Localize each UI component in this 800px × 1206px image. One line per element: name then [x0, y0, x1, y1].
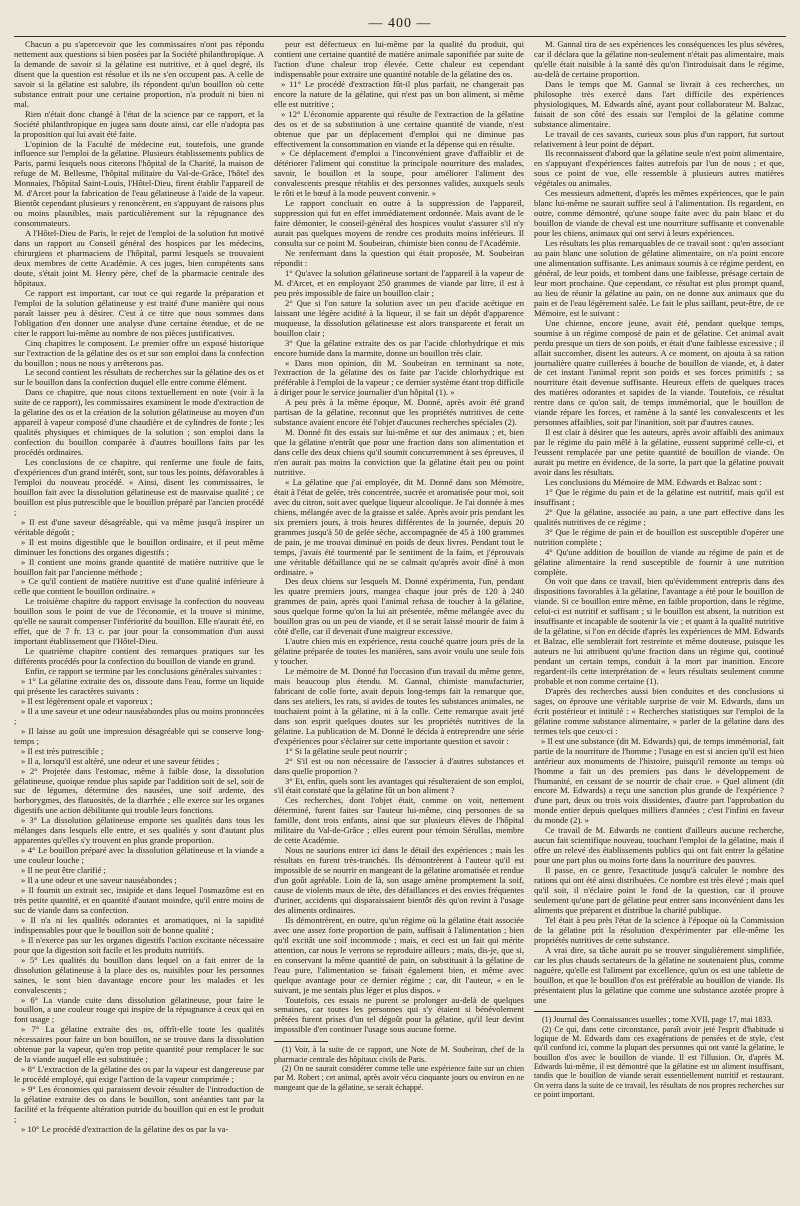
quoted-paragraph: » 5° Les qualités du bouillon dans lequel on a fait entrer de la dissolution gélatineuse à la place des os, nuisibles pour les personnes saines, le sont bien davantage encore pour les malades et les convalescents ; [14, 954, 264, 995]
paragraph: L'autre chien mis en expérience, resta couché quatre jours près de la gélatine préparée de toutes les manières, sans avoir voulu une seule fois y toucher. [274, 636, 524, 667]
paragraph: A l'Hôtel-Dieu de Paris, le rejet de l'emploi de la solution fut motivé dans un rapport au Conseil général des hospices par les médecins, chirurgiens et pharmaciens de l'hôpital, parmi lesquels se trouvaient deux membres de cette Académie. A ces juges, bien compétents sans doute, s'était joint M. Henry père, chef de la pharmacie centrale des hôpitaux. [14, 228, 264, 288]
quoted-paragraph: » 11° Le procédé d'extraction fût-il plus parfait, ne changerait pas encore la nature de la gélatine, qui n'est pas un bon aliment, si même elle est nutritive ; [274, 78, 524, 109]
footnote-separator [274, 1041, 328, 1042]
footnote-separator [534, 1011, 588, 1012]
quoted-paragraph: » 6° La viande cuite dans dissolution gélatineuse, pour faire le bouillon, a une couleur rouge qui inspire de la répugnance à ceux qui en font usage ; [14, 994, 264, 1025]
text-columns [14, 40, 786, 1190]
paragraph: 3° Et, enfin, quels sont les avantages qui résulteraient de son emploi, s'il était constaté que la gélatine fût un bon aliment ? [274, 775, 524, 796]
quoted-paragraph: » Ce qu'il contient de matière nutritive est d'une qualité inférieure à celle que contient le bouillon ordinaire. » [14, 576, 264, 597]
paragraph: Ce rapport est important, car tout ce qui regarde la préparation et l'emploi de la solution gélatineuse y est traité d'une manière qui nous paraît laisser peu à désirer. C'est à ce titre que nous sommes dans l'obligation d'en donner une analyse d'une certaine étendue, et de ne citer le rapport lui-même au nombre de nos pièces justificatives. [14, 287, 264, 338]
quoted-paragraph: » 8° L'extraction de la gélatine des os par la vapeur est dangereuse par le procédé employé, qui exige l'action de la vapeur comprimée ; [14, 1064, 264, 1085]
header-rule [14, 36, 786, 37]
paragraph: 3° Que la gélatine extraite des os par l'acide chlorhydrique et mis encore humide dans la marmite, donne un bouillon très clair. [274, 337, 524, 358]
page-number: — 400 — [368, 16, 432, 31]
paragraph: Ne renfermant dans la question qui était proposée, M. Soubeiran répondit : [274, 248, 524, 268]
column-middle [274, 40, 524, 1190]
paragraph: Il passe, en ce genre, l'exactitude jusqu'à calculer le nombre des rations qui ont été ainsi distribuées. Ce nombre est très élevé ; mais quel qu'il soit, il n'éclaire point le fond de la question, car il prouve seulement qu'une part de gélatine peut entrer sans inconvénient dans les aliments que préparent et distribue la charité publique. [534, 865, 784, 915]
quoted-paragraph: » Il laisse au goût une impression désagréable qui se conserve long-temps ; [14, 725, 264, 746]
quoted-paragraph: » Il n'a ni les qualités odorantes et aromatiques, ni la sapidité indispensables pour que le bouillon soit de bonne qualité ; [14, 914, 264, 935]
paragraph: M. Gannal tira de ses expériences les conséquences les plus sévères, car il déclara que la gélatine non-seulement n'était pas alimentaire, mais qu'elle était nuisible à la santé dès qu'on l'introduisait dans le régime, au-delà de certaine proportion. [534, 40, 784, 79]
paragraph: Ces messieurs admettent, d'après les mêmes expériences, que le pain blanc lui-même ne saurait suffire seul à l'alimentation. Ils regardent, en outre, comme démontré, qu'une soupe faite avec du pain blanc et du bouillon de viande de cheval est une nourriture suffisante et convenable pour les chiens, animaux qui ont servi à leurs expériences. [534, 188, 784, 239]
paragraph: Tel était à peu près l'état de la science à l'époque où la Commission de la gélatine prit la résolution d'expérimenter par elle-même les propriétés nutritives de cette substance. [534, 914, 784, 945]
paragraph: Le second contient les résultats de recherches sur la gélatine des os et sur le bouillon dans la confection duquel elle entre comme élément. [14, 367, 264, 388]
quoted-paragraph: » Il ne peut être clarifié ; [21, 865, 106, 876]
paragraph: 2° Que si l'on sature la solution avec un peu d'acide acétique en laissant une légère acidité à la liqueur, il se fait un dépôt d'apparence muqueuse, la dissolution gélatineuse est alors transparente et ferait un bouillon clair ; [274, 297, 524, 338]
paragraph: L'opinion de la Faculté de médecine eut, toutefois, une grande influence sur l'emploi de la gélatine. Plusieurs établissements publics de Paris, parmi lesquels nous citerons l'hôpital de la Charité, la maison de refuge de M. Bellesme, l'hôpital militaire du Val-de-Grâce, l'hôtel des Monnaies, l'hôpital Saint-Louis, l'Hôtel-Dieu, firent établir l'appareil de M. d'Arcet pour la fabrication de l'eau gélatineuse à l'aide de la vapeur. Bientôt cependant plusieurs y renoncèrent, en s'appuyant de raisons plus ou moins plausibles, mais particulièrement sur la répugnance des consommateurs. [14, 138, 264, 229]
footnote: (1) Voir, à la suite de ce rapport, une Note de M. Soubeiran, chef de la pharmacie centrale des hôpitaux civils de Paris. [274, 1045, 524, 1064]
paragraph: Ces recherches, dont l'objet était, comme on voit, nettement déterminé, furent faites sur l'auteur lui-même, cinq personnes de sa famille, dont trois enfants, ainsi que sur plusieurs élèves de l'hôpital militaire du Val-de-Grâce ; elles eurent pour témoin Sérullas, membre de cette Académie. [274, 795, 524, 846]
paragraph: 2° Que la gélatine, associée au pain, a une part effective dans les qualités nutritives de ce régime ; [534, 506, 784, 527]
paragraph: D'après des recherches aussi bien conduites et des conclusions si sages, on éprouve une véritable surprise de voir M. Edwards, dans un écrit postérieur et intitulé : « Recherches statistiques sur l'emploi de la gélatine comme substance alimentaire, » parler de la gélatine dans des termes tels que ceux-ci : [534, 685, 784, 736]
paragraph: Des deux chiens sur lesquels M. Donné expérimenta, l'un, pendant les quatre premiers jours, mangea chaque jour près de 120 à 240 grammes de pain, après quoi l'animal refusa de toucher à la gélatine, sous quelque forme qu'on la lui ait présentée, même mélangée avec du bouillon gras ou un peu de viande, et il se serait laissé mourir de faim à côté d'elle, car il devenait d'une maigreur excessive. [274, 576, 524, 637]
paragraph: Dans ce chapitre, que nous citons textuellement en note (voir à la suite de ce rapport), les commissaires examinent le mode d'extraction de la gélatine des os et la création de la solution gélatineuse au moyen d'un appareil à vapeur composé d'une chaudière et de cylindres de fonte ; les qualités physiques et chimiques de la solution ; son emploi dans la confection du bouillon comparée à d'autres bouillons faits par les procédés ordinaires. [14, 387, 264, 458]
column-left [14, 40, 264, 1190]
paragraph: 2° S'il est ou non nécessaire de l'associer à d'autres substances et dans quelle proportion ? [274, 755, 524, 776]
paragraph: Nous ne saurions entrer ici dans le détail des expériences ; mais les résultats en furent très-tranchés. Ils démontrèrent à l'auteur qu'il est impossible de se nourrir en mangeant de la gélatine aromatisée et rendue d'un goût agréable. Loin de là, son usage amène promptement la soif, cause de violents maux de tête, des défaillances et des envies fréquentes d'uriner, accidents qui disparaissaient bientôt dès qu'on revint à l'usage des aliments ordinaires. [274, 845, 524, 915]
quoted-paragraph: » 9° Les économies qui paraissent devoir résulter de l'introduction de la gélatine extraite des os dans le bouillon, sont anéanties tant par la facilité et la fréquente altération putride du bouillon qui en est le produit ; [14, 1084, 264, 1124]
paragraph: Il est clair à désirer que les auteurs, après avoir affaibli des animaux par le régime du pain mêlé à la gélatine, eussent supprimé celle-ci, et l'eussent remplacée par une petite quantité de bouillon de viande. On aurait pu mettre en évidence, de la sorte, la part que la gélatine pouvait avoir dans les résultats. [534, 427, 784, 477]
quoted-paragraph: » Ce déplacement d'emploi a l'inconvénient grave d'affaiblir et de détériorer l'aliment qui constitue la principale nourriture des malades, savoir, le bouillon et la soupe, pour améliorer l'aliment des convalescents presque rétablis et des personnes valides, auxquels seuls le rôti et le bœuf à la mode peuvent convenir. » [274, 148, 524, 199]
quoted-paragraph: » Il est d'une saveur désagréable, qui va même jusqu'à inspirer un véritable dégoût ; [14, 516, 264, 537]
paragraph: M. Donné fit des essais sur lui-même et sur des animaux ; et, bien que la gélatine n'entrât que pour une fraction dans son alimentation et dans celle des deux chiens qu'il soumit concurremment à ses épreuves, il n'en aurait pas moins la conviction que la gélatine était peu ou point nutritive. [274, 427, 524, 477]
footnote: (1) Journal des Connaissances usuelles ; tome XVII, page 17, mai 1833. [542, 1015, 773, 1025]
quoted-paragraph: » Il est moins digestible que le bouillon ordinaire, et il peut même diminuer les fonctions des organes digestifs ; [14, 536, 264, 557]
quoted-paragraph: » 12° L'économie apparente qui résulte de l'extraction de la gélatine des os et de sa substitution à une certaine quantité de viande, n'est obtenue que par un déplacement d'emploi qui ne diminue pas effectivement la consommation en viande et la dépense qui en résulte. [274, 108, 524, 149]
paragraph: Rien n'était donc changé à l'état de la science par ce rapport, et la Société philanthropique en jugea sans doute ainsi, car elle n'adopta pas la proposition qui lui avait été faite. [14, 108, 264, 139]
paragraph: Les conclusions de ce chapitre, qui renferme une foule de faits, d'expériences d'un grand intérêt, sont, sur tous les points, défavorables à l'emploi du nouveau procédé. « Ainsi, disent les commissaires, le bouillon fait avec la dissolution gélatineuse est de mauvaise qualité ; ce bouillon est plus putrescible que le bouillon préparé par l'ancien procédé ; [14, 457, 264, 517]
paragraph: Le quatrième chapitre contient des remarques pratiques sur les différents procédés pour la confection du bouillon de viande en grand. [14, 646, 264, 667]
paragraph: On voit que dans ce travail, bien qu'évidemment entrepris dans des dispositions favorables à la gélatine, l'avantage a été pour le bouillon de viande. Si ce bouillon entre même, en faible proportion, dans le régime, celui-ci est nutritif et suffisant ; si le bouillon est absent, la nutrition est insuffisante et incapable de soutenir la vie ; et quant à la qualité nutritive de la gélatine, si l'on en décide d'après les expériences de MM. Edwards et Balzac, elle semblerait fort restreinte et même douteuse, puisque les auteurs ne lui attribuent qu'une fraction dans un régime qui, continué pendant un certain temps, conduit à la mort par inanition. Encore regardent-ils cette interprétation de « leurs résultats seulement comme probable et non comme certaine (1). [534, 576, 784, 686]
paragraph: Le troisième chapitre du rapport envisage la confection du nouveau bouillon sous le point de vue de l'économie, et la trouve si minime, qu'elle ne saurait compenser l'infériorité du bouillon. Elle n'aurait été, en effet, que de 7 fr. 13 c. par jour pour la consommation d'un aussi important établissement que l'Hôtel-Dieu. [14, 596, 264, 647]
paragraph: 1° Que le régime du pain et de la gélatine est nutritif, mais qu'il est insuffisant ; [534, 486, 784, 507]
quoted-paragraph: » Il n'exerce pas sur les organes digestifs l'action excitante nécessaire pour que la digestion soit facile et les produits nutritifs. [14, 934, 264, 955]
paragraph: peur est défectueux en lui-même par la qualité du produit, qui contient une certaine quantité de matière animale saponifiée par suite de l'action d'une chaleur trop élevée. Cette chaleur est cependant indispensable pour extraire une quantité notable de la gélatine des os. [274, 40, 524, 79]
page-header [14, 8, 786, 40]
quoted-paragraph: » Il contient une moins grande quantité de matière nutritive que le bouillon fait par l'ancienne méthode ; [14, 556, 264, 577]
quoted-paragraph: » Il a une odeur et une saveur nauséabondes ; [21, 875, 177, 886]
quoted-paragraph: » 2° Projetée dans l'estomac, même à faible dose, la dissolution gélatineuse, quoique rendue plus sapide par l'addition soit de sel, soit de suc de légumes, détermine des nausées, une soif ardente, des borborygmes, des flatuosités, de la diarrhée ; elle exerce sur les organes digestifs une action débilitante qui trouble leurs fonctions. [14, 765, 264, 816]
paragraph: A peu près à la même époque, M. Donné, après avoir été grand partisan de la gélatine, reconnut que les propriétés nutritives de cette substance avaient encore été l'objet d'aucunes recherches spéciales (2). [274, 397, 524, 428]
quoted-paragraph: » 1° La gélatine extraite des os, dissoute dans l'eau, forme un liquide qui présente les caractères suivants : [14, 676, 264, 696]
paragraph: « La gélatine que j'ai employée, dit M. Donné dans son Mémoire, était à l'état de gelée, très concentrée, sucrée et aromatisée pour moi, soit avec du citron, soit avec quelque liqueur alcoolique. Je l'ai donnée à mes chiens, mélangée avec de la graisse et salée. Après avoir pris pendant les six premiers jours, à trois heures différentes de la journée, depuis 20 grammes jusqu'à 50 de gelée sèche, accompagnée de 45 à 100 grammes de pain, je me trouvai diminué en poids de deux livres. Pendant tout le temps, j'avais été tourmenté par le sentiment de la faim, et j'éprouvais une véritable défaillance qui ne se calmait qu'après avoir dîné à mon ordinaire. » [274, 476, 524, 577]
paragraph: Ils reconnaissent d'abord que la gélatine seule n'est point alimentaire, en s'appuyant d'expériences faites autrefois par l'un de nous ; et que, sous ce point de vue, elle ressemble à plusieurs autres matières végétales ou animales. [534, 148, 784, 189]
paragraph: Les résultats les plus remarquables de ce travail sont : qu'en associant au pain blanc une solution de gélatine alimentaire, on n'a point encore une alimentation suffisante. Les animaux soumis à ce régime perdent, en général, de leur poids, et tombent dans une faiblesse, présage certain de leur mort prochaine. Que cependant, ce résultat est plus prompt quand, au lieu de réunir la gélatine au pain, on ne donne aux animaux que du pain et de l'eau légèrement salée. Le fait le plus saillant, peut-être, de ce Mémoire, est le suivant : [534, 238, 784, 318]
paragraph: Le travail de ces savants, curieux sous plus d'un rapport, fut surtout relativement à leur point de départ. [534, 128, 784, 149]
footnote: (2) Ce qui, dans cette circonstance, paraît avoir jeté l'esprit d'habitude si logique de M. Edwards dans ces exagérations de pensées et de style, c'est qu'il confond ici, comme la plupart des personnes qui ont vanté la gélatine, le bouillon d'os avec le bouillon de viande. Il est l'illusion. Or, d'après M. Edwards lui-même, il est démontré que la gélatine est un aliment insuffisant, tandis que le bouillon de viande serait essentiellement nutritif et restaurant. On verra dans la suite de ce travail, les résultats de nos propres recherches sur ce point important. [534, 1024, 784, 1099]
paragraph: 1° Si la gélatine seule peut nourrir ; [285, 745, 408, 756]
paragraph: Toutefois, ces essais ne purent se prolonger au-delà de quelques semaines, car toutes les personnes qui s'y étaient si bénévolement prêtées furent prises d'un tel dégoût pour la gélatine, qu'il leur devint impossible d'en continuer l'usage sous aucune forme. [274, 994, 524, 1035]
footnote: (2) On ne saurait considérer comme telle une expérience faite sur un chien par M. Robert ; cet animal, après avoir vécu cinquante jours ou environ en ne mangeant que de la gélatine, se serait échappé. [274, 1063, 524, 1092]
quoted-paragraph: » 7° La gélatine extraite des os, offrît-elle toute les qualités nécessaires pour faire un bon bouillon, ne se trouve dans la dissolution obtenue par la vapeur, qu'en trop petite quantité pour remplacer le suc de la viande auquel elle est substituée ; [14, 1024, 264, 1065]
paragraph: Ils démontrèrent, en outre, qu'un régime où la gélatine était associée avec une assez forte proportion de pain, suffisait à l'alimentation ; bien qu'il excitât une soif incommode ; mais, et ceci est un fait qui mérite attention, car nous le verrons se reproduire ailleurs ; mais, dis-je, que si, en conservant la même quantité de pain, on substituait à la gélatine de l'eau pure, l'alimentation se faisait également bien, et même avec quelque avantage pour ce dernier régime ; car, dit l'auteur, « en le suivant, je me sentais plus léger et plus dispos. » [274, 914, 524, 995]
paragraph: Le rapport concluait en outre à la suppression de l'appareil, suppression qui fut en effet immédiatement ordonnée. Mais avant de le faire démonter, le conseil-général des hospices voulut s'assurer s'il n'y aurait pas quelques moyens de rendre ces produits moins inférieurs. Il consulta sur ce point M. Soubeiran, chimiste bien connu de l'Académie. [274, 198, 524, 249]
paragraph: Une chienne, encore jeune, avait été, pendant quelque temps, soumise à un régime composé de pain et de gélatine. Cet animal avait perdu presque un tiers de son poids, et était d'une faiblesse excessive ; il allait succomber, disent les auteurs. A ce moment, on ajouta à sa ration journalière quatre cuillerées à bouche de bouillon de viande, et, à dater de cet instant l'animal reprit son poids et ses forces primitifs ; sa nourriture était devenue suffisante. Heureux effets de quelques traces des matières odorantes et sapides de la viande. Toutefois, ce résultat rentre dans ce qu'on sait, de temps immémorial, que le bouillon de viande répare les forces, et ramène à la santé les convalescents et les personnes affaiblies, soit par l'inanition, soit par d'autres causes. [534, 317, 784, 428]
paragraph: Enfin, ce rapport se termine par les conclusions générales suivantes : [25, 666, 262, 677]
quoted-paragraph: » Il a une saveur et une odeur nauséabondes plus ou moins prononcées ; [14, 705, 264, 726]
quoted-paragraph: » Il est très putrescible ; [21, 745, 104, 756]
paragraph: Dans le temps que M. Gannal se livrait à ces recherches, un philosophe très exercé dans l'art difficile des expériences physiologiques, M. Edwards aîné, ayant pour collaborateur M. Balzac, faisait de son côté des essais sur l'emploi de la gélatine comme substance alimentaire. [534, 78, 784, 129]
paragraph: Les conclusions du Mémoire de MM. Edwards et Balzac sont : [545, 476, 762, 487]
paragraph: A vrai dire, sa tâche aurait pu se trouver singulièrement simplifiée, car les plus chauds sectateurs de la gélatine ne soutenaient plus, comme naguère, qu'elle est l'aliment par excellence, qu'un os est une tablette de bouillon, et que le bouillon d'os est préférable au bouillon de viande. Ils présentaient plus la gélatine que comme une substance azotée propre à une [534, 944, 784, 1005]
quoted-paragraph: » Il est légèrement opale et vaporeux ; [21, 695, 153, 706]
paragraph: Chacun a pu s'apercevoir que les commissaires n'ont pas répondu nettement aux questions si bien posées par la Société philanthropique. A la demande de savoir si la gélatine est nutritive, et à quel degré, ils disent que la question est résolue et ils ne s'en occupent pas. A celle de savoir si la gélatine est salubre, ils répondent qu'un bouillon où cette substance entrait pour une certaine proportion, n'a produit ni bien ni mal. [14, 40, 264, 109]
paragraph: « Dans mon opinion, dit M. Soubeiran en terminant sa note, l'extraction de la gélatine des os faite par l'acide chlorhydrique est préférable à l'emploi de la vapeur ; ce dernier système étant trop difficile à diriger pour le service journalier d'un hôpital (1). » [274, 357, 524, 398]
quoted-paragraph: » 3° La dissolution gélatineuse emporte ses qualités dans tous les mélanges dans lesquels elle entre, et ses qualités y sont d'autant plus apparentes qu'elles s'y trouvent en plus grande proportion. [14, 815, 264, 846]
paragraph: Cinq chapitres le composent. Le premier offre un exposé historique sur l'extraction de la gélatine des os et sur son emploi dans la confection du bouillon ; nous ne nous y arrêterons pas. [14, 337, 264, 368]
column-right [534, 40, 784, 1190]
paragraph: 3° Que le régime de pain et de bouillon est susceptible d'opérer une nutrition complète ; [534, 526, 784, 547]
quoted-paragraph: » Il fournit un extrait sec, insipide et dans lequel l'osmazôme est en très petite quantité, et en quantité d'autant moindre, qu'il entre moins de suc de viande dans sa confection. [14, 885, 264, 915]
paragraph: 4° Qu'une addition de bouillon de viande au régime de pain et de gélatine alimentaire la rend susceptible de fournir à une nutrition complète. [534, 546, 784, 577]
quoted-paragraph: » 4° Le bouillon préparé avec la dissolution gélatineuse et la viande a une couleur louche ; [14, 845, 264, 866]
quoted-paragraph: » Il a, lorsqu'il est altéré, une odeur et une saveur fétides ; [21, 755, 220, 766]
quoted-paragraph: » Il est une substance (dit M. Edwards) qui, de temps immémorial, fait partie de la nourriture de l'homme ; l'usage en est si ancien qu'il est bien antérieur aux monuments de l'histoire, puisqu'il remonte au temps où l'homme a fait un des premiers pas dans le développement de l'humanité, en cessant de se nourrir de chair crue. » Quel aliment (dit encore M. Edwards) a reçu une sanction plus grande de l'expérience ? d'une part, deux ou trois voix dissidentes, d'autre part l'approbation du monde entier depuis quelques milliers d'années ; c'est l'infini en faveur du monde (2). » [534, 735, 784, 826]
paragraph: 1° Qu'avec la solution gélatineuse sortant de l'appareil à la vapeur de M. d'Arcet, et en employant 250 grammes de viande par litre, il est à peu près impossible de faire un bouillon clair ; [274, 267, 524, 298]
quoted-paragraph: » 10° Le procédé d'extraction de la gélatine des os par la va- [21, 1123, 229, 1134]
paragraph: Ce travail de M. Edwards ne contient d'ailleurs aucune recherche, aucun fait scientifique nouveau, touchant l'emploi de la gélatine, mais il offre un relevé des établissements publics qui ont fait entrer la gélatine pour une part plus ou moins forte dans la nourriture des pauvres. [534, 825, 784, 866]
paragraph: Le mémoire de M. Donné fut l'occasion d'un travail du même genre, mais beaucoup plus étendu. M. Gannal, chimiste manufacturier, fabricant de colle forte, avait depuis long-temps fait la remarque que, dans ses ateliers, les rats, si avides de toutes les substances animales, ne touchaient point à la gélatine, ni à la colle. Cette remarque avait jeté dans son esprit quelques doutes sur les propriétés nutritives de la gélatine. La publication de M. Donné le décida à entreprendre une série d'expériences pour s'éclairer sur cette importante question et savoir : [274, 666, 524, 746]
